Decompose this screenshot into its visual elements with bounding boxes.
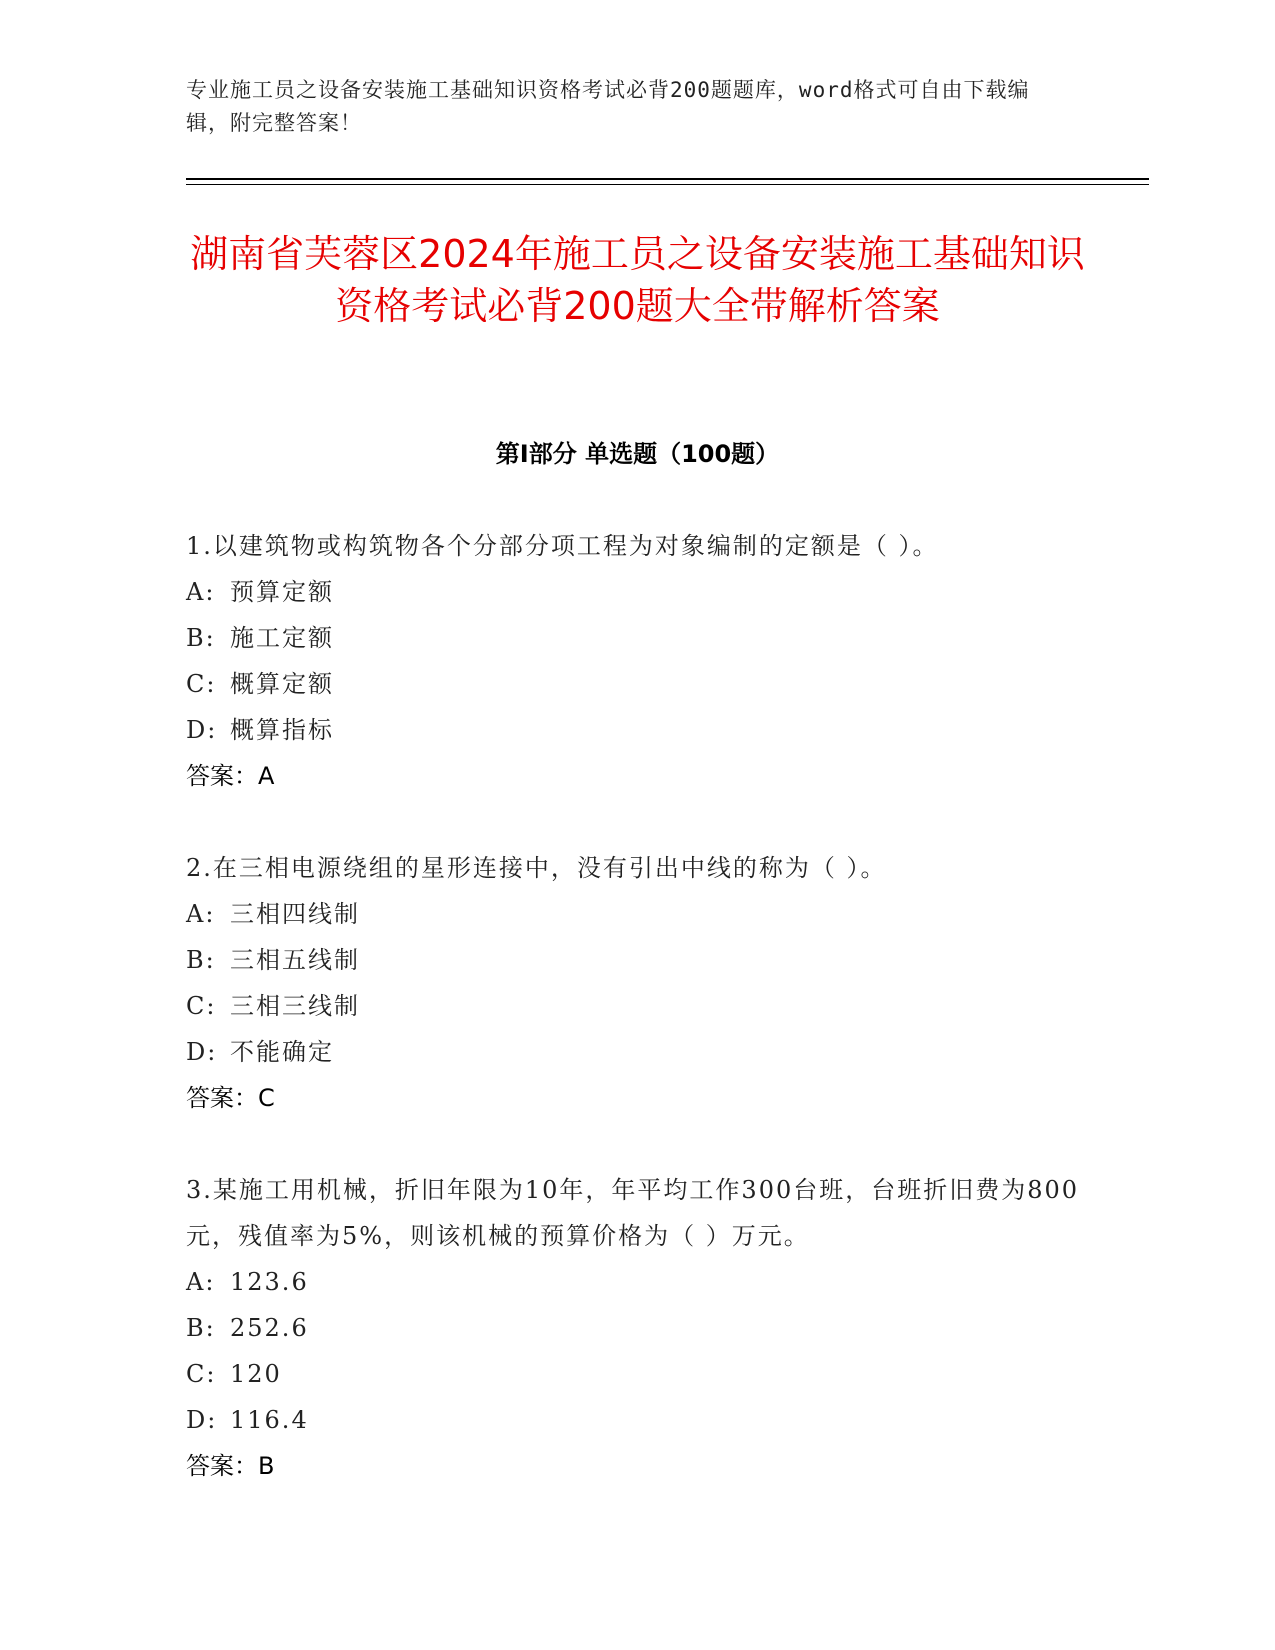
option-d [186,1397,1086,1443]
question-stem: 1.以建筑物或构筑物各个分部分项工程为对象编制的定额是（ ）。 [186,532,939,560]
option-text: 三相三线制 [230,992,360,1020]
option-text: 概算指标 [230,716,334,744]
option-letter: D: [186,1038,218,1066]
question-3 [186,1167,1086,1489]
document-title: 湖南省芙蓉区2024年施工员之设备安装施工基础知识资格考试必背200题大全带解析答案 [190,232,1085,328]
answer-line: 答案：C [186,1084,275,1112]
option-a [186,891,1086,937]
option-text: 施工定额 [230,624,334,652]
option-b [186,1305,1086,1351]
option-d [186,707,1086,753]
option-a [186,1259,1086,1305]
answer-line: 答案：A [186,762,275,790]
option-text: 120 [230,1360,282,1388]
option-letter: B: [186,624,216,652]
option-text: 三相五线制 [230,946,360,974]
header-rule-thick [186,178,1149,180]
option-letter: B: [186,1314,216,1342]
option-letter: D: [186,1406,218,1434]
option-text: 预算定额 [230,578,334,606]
option-letter: C: [186,670,217,698]
option-d [186,1029,1086,1075]
option-letter: A: [186,1268,216,1296]
option-text: 252.6 [230,1314,309,1342]
option-letter: A: [186,578,216,606]
question-stem: 3.某施工用机械，折旧年限为10年，年平均工作300台班，台班折旧费为800元，残值率为5%，则该机械的预算价格为（ ）万元。 [186,1176,1080,1250]
option-b [186,615,1086,661]
option-text: 不能确定 [230,1038,334,1066]
answer-line: 答案：B [186,1452,275,1480]
option-letter: C: [186,1360,217,1388]
option-letter: D: [186,716,218,744]
option-c [186,661,1086,707]
option-a [186,569,1086,615]
option-text: 概算定额 [230,670,334,698]
option-c [186,983,1086,1029]
question-stem: 2.在三相电源绕组的星形连接中，没有引出中线的称为（ ）。 [186,854,887,882]
option-letter: A: [186,900,216,928]
option-text: 116.4 [230,1406,309,1434]
option-c [186,1351,1086,1397]
option-text: 123.6 [230,1268,309,1296]
option-letter: C: [186,992,217,1020]
option-letter: B: [186,946,216,974]
option-text: 三相四线制 [230,900,360,928]
question-1 [186,523,1086,799]
header-rule-thin [186,184,1149,185]
question-list [186,523,1086,1535]
question-2 [186,845,1086,1121]
option-b [186,937,1086,983]
header-note: 专业施工员之设备安装施工基础知识资格考试必背200题题库，word格式可自由下载编辑，附完整答案！ [186,78,1030,135]
section-title: 第I部分 单选题（100题） [495,440,780,468]
